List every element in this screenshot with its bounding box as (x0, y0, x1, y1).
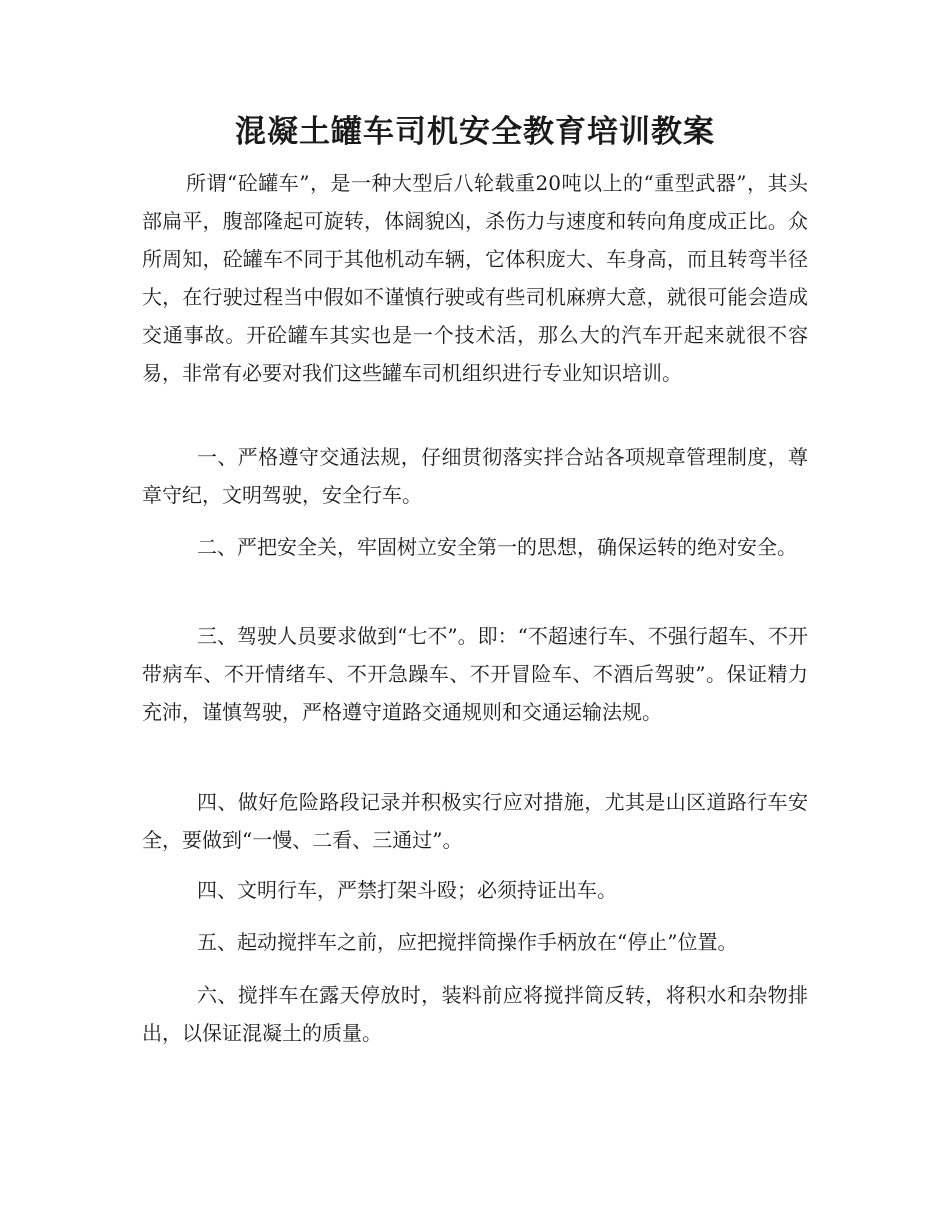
rule-item-5: 四、文明行车，严禁打架斗殴；必须持证出车。 (197, 878, 617, 902)
rule-item-7: 六、搅拌车在露天停放时，装料前应将搅拌筒反转，将积水和杂物排出，以保证混凝土的质量。 (142, 983, 808, 1045)
rule-item-1: 一、严格遵守交通法规，仔细贯彻落实拌合站各项规章管理制度，尊章守纪，文明驾驶，安全行车。 (142, 445, 808, 507)
document-title: 混凝土罐车司机安全教育培训教案 (235, 114, 715, 150)
rule-item-4: 四、做好危险路段记录并积极实行应对措施，尤其是山区道路行车安全，要做到“一慢、二看、三通过”。 (142, 790, 808, 852)
rule-item-6: 五、起动搅拌车之前，应把搅拌筒操作手柄放在“停止”位置。 (197, 930, 738, 954)
rule-item-2: 二、严把安全关，牢固树立安全第一的思想，确保运转的绝对安全。 (197, 535, 797, 559)
rule-item-3: 三、驾驶人员要求做到“七不”。即：“不超速行车、不强行超车、不开带病车、不开情绪车、不开急躁车、不开冒险车、不酒后驾驶”。保证精力充沛，谨慎驾驶，严格遵守道路交通规则和交通运输法规。 (142, 624, 808, 724)
intro-paragraph: 所谓“砼罐车”，是一种大型后八轮载重20吨以上的“重型武器”，其头部扁平，腹部隆起可旋转，体阔貌凶，杀伤力与速度和转向角度成正比。众所周知，砼罐车不同于其他机动车辆，它体积庞大、车身高，而且转弯半径大，在行驶过程当中假如不谨慎行驶或有些司机麻痹大意，就很可能会造成交通事故。开砼罐车其实也是一个技术活，那么大的汽车开起来就很不容易，非常有必要对我们这些罐车司机组织进行专业知识培训。 (142, 171, 808, 385)
